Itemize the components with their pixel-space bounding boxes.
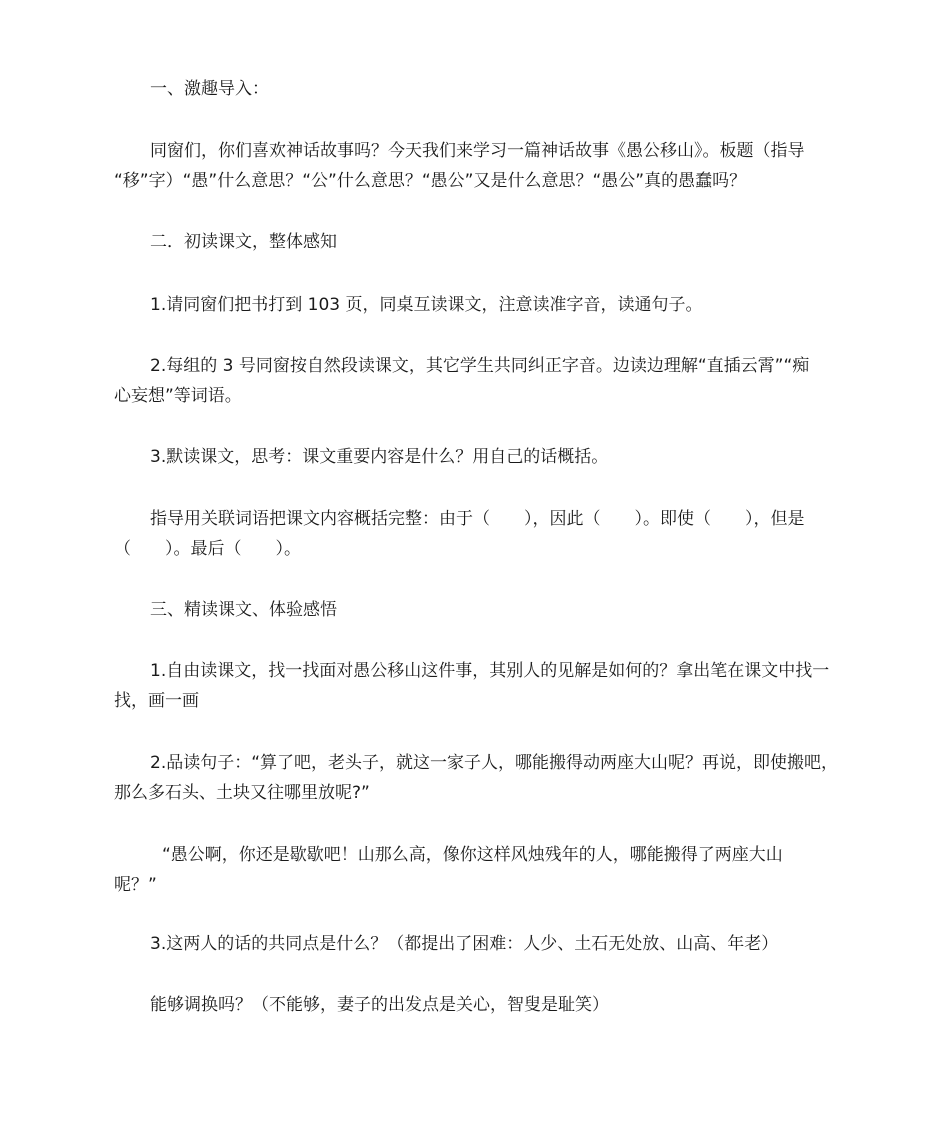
paragraph-read-1 <box>114 656 884 716</box>
text-line: 呢？” <box>114 875 157 895</box>
text-line: “移”字）“愚”什么意思？“公”什么意思？“愚公”又是什么意思？“愚公”真的愚蠢吗？ <box>114 171 747 191</box>
section-heading-3 <box>114 595 884 625</box>
text-line: 找，画一画 <box>114 691 199 711</box>
section-heading-2 <box>114 227 884 257</box>
text-line: 心妄想”等词语。 <box>114 386 242 406</box>
text-line: 3.默读课文，思考：课文重要内容是什么？用自己的话概括。 <box>150 447 609 467</box>
paragraph-read-3 <box>114 929 884 959</box>
paragraph-step-1 <box>114 290 884 320</box>
text-line: 能够调换吗？（不能够，妻子的出发点是关心，智叟是耻笑） <box>150 995 609 1015</box>
section-heading-1 <box>114 74 884 104</box>
paragraph-read-2 <box>114 748 884 808</box>
text-line: 1.自由读课文，找一找面对愚公移山这件事，其别人的见解是如何的？拿出笔在课文中找一 <box>150 661 830 681</box>
text-line: 2.品读句子：“算了吧，老头子，就这一家子人，哪能搬得动两座大山呢？再说，即使搬吧， <box>150 753 839 773</box>
text-line: 1.请同窗们把书打到 103 页，同桌互读课文，注意读准字音，读通句子。 <box>150 295 703 315</box>
text-line: “愚公啊，你还是歇歇吧！山那么高，像你这样风烛残年的人，哪能搬得了两座大山 <box>162 845 783 865</box>
text-line: 三、精读课文、体验感悟 <box>150 600 337 620</box>
paragraph-question <box>114 990 884 1020</box>
text-line: 3.这两人的话的共同点是什么？（都提出了困难：人少、土石无处放、山高、年老） <box>150 934 779 954</box>
paragraph-step-3 <box>114 442 884 472</box>
text-line: 2.每组的 3 号同窗按自然段读课文，其它学生共同纠正字音。边读边理解“直插云霄”“痴 <box>150 356 810 376</box>
text-line: 二．初读课文，整体感知 <box>150 232 337 252</box>
paragraph-quote <box>114 840 884 900</box>
text-line: 一、激趣导入： <box>150 79 269 99</box>
text-line: 那么多石头、土块又往哪里放呢?” <box>114 783 370 803</box>
paragraph-step-2 <box>114 351 884 411</box>
text-line: 指导用关联词语把课文内容概括完整：由于（ ），因此（ ）。即使（ ），但是 <box>150 509 805 529</box>
paragraph-intro <box>114 136 884 196</box>
text-line: （ ）。最后（ ）。 <box>114 539 301 559</box>
paragraph-summary-guide <box>114 504 884 564</box>
text-line: 同窗们，你们喜欢神话故事吗？今天我们来学习一篇神话故事《愚公移山》。板题（指导 <box>150 141 805 161</box>
